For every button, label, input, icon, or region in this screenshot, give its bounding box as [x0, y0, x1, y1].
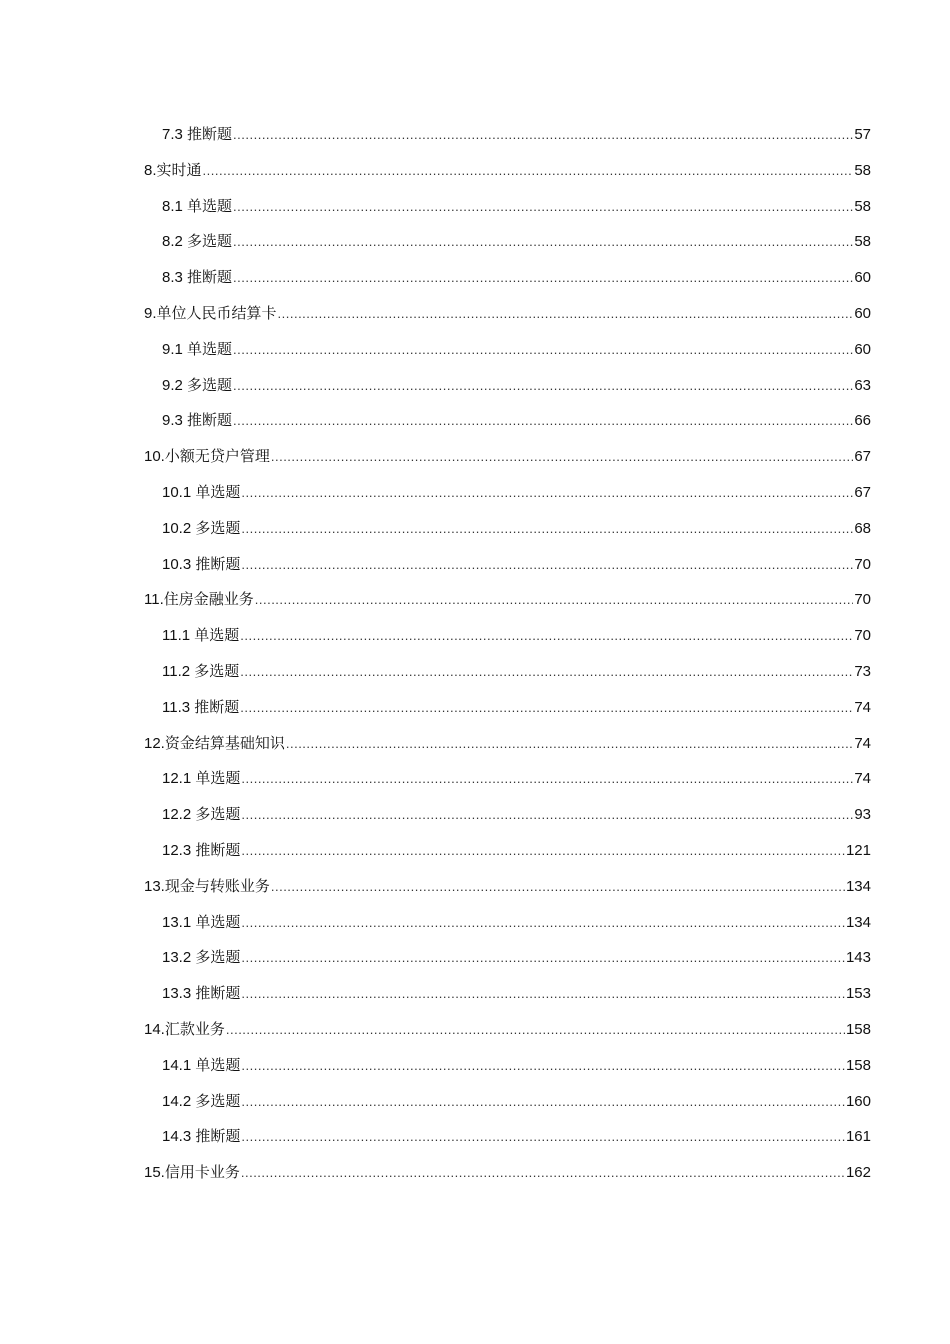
toc-dot-leader [241, 761, 853, 797]
toc-page-number: 60 [854, 269, 871, 287]
toc-subsection-entry[interactable] [144, 1084, 871, 1120]
table-of-contents [144, 117, 871, 1191]
toc-subsection-entry[interactable] [144, 1119, 871, 1155]
toc-page-number: 60 [854, 340, 871, 358]
toc-section-entry[interactable] [144, 869, 871, 905]
toc-dot-leader [241, 905, 845, 941]
toc-subsection-entry[interactable] [144, 940, 871, 976]
toc-entry-label: 8.实时通 [144, 161, 202, 179]
toc-page-number: 161 [845, 1128, 871, 1146]
toc-page-number: 66 [854, 412, 871, 430]
toc-subsection-entry[interactable] [144, 833, 871, 869]
toc-subsection-entry[interactable] [144, 403, 871, 439]
toc-page-number: 58 [854, 233, 871, 251]
toc-entry-label: 10.2 多选题 [162, 519, 241, 537]
toc-subsection-entry[interactable] [144, 690, 871, 726]
toc-page-number: 153 [845, 985, 871, 1003]
toc-subsection-entry[interactable] [144, 511, 871, 547]
toc-entry-label: 13.3 推断题 [162, 985, 241, 1003]
toc-subsection-entry[interactable] [144, 224, 871, 260]
toc-entry-label: 12.3 推断题 [162, 841, 241, 859]
toc-page-number: 160 [845, 1092, 871, 1110]
toc-page-number: 121 [845, 841, 871, 859]
toc-entry-label: 14.1 单选题 [162, 1056, 241, 1074]
toc-entry-label: 11.2 多选题 [162, 662, 240, 680]
toc-page-number: 68 [854, 519, 871, 537]
toc-section-entry[interactable] [144, 296, 871, 332]
toc-entry-label: 12.2 多选题 [162, 806, 241, 824]
toc-entry-label: 8.3 推断题 [162, 269, 233, 287]
toc-subsection-entry[interactable] [144, 368, 871, 404]
toc-page-number: 60 [854, 304, 871, 322]
toc-entry-label: 8.1 单选题 [162, 197, 233, 215]
toc-page-number: 143 [845, 949, 871, 967]
toc-entry-label: 9.3 推断题 [162, 412, 233, 430]
toc-page-number: 74 [854, 734, 871, 752]
toc-page-number: 67 [854, 448, 871, 466]
toc-dot-leader [240, 690, 853, 726]
toc-page-number: 67 [854, 483, 871, 501]
toc-dot-leader [233, 332, 853, 368]
toc-subsection-entry[interactable] [144, 260, 871, 296]
toc-page-number: 134 [845, 877, 871, 895]
toc-page-number: 57 [854, 126, 871, 143]
toc-page-number: 58 [854, 161, 871, 179]
toc-subsection-entry[interactable] [144, 189, 871, 225]
toc-page-number: 74 [854, 698, 871, 716]
toc-entry-label: 11.1 单选题 [162, 627, 240, 645]
toc-section-entry[interactable] [144, 1012, 871, 1048]
toc-subsection-entry[interactable] [144, 332, 871, 368]
toc-page-number: 93 [854, 806, 871, 824]
toc-entry-label: 15.信用卡业务 [144, 1164, 240, 1182]
toc-entry-label: 10.3 推断题 [162, 555, 241, 573]
toc-entry-label: 13.2 多选题 [162, 949, 241, 967]
toc-section-entry[interactable] [144, 153, 871, 189]
toc-page-number: 74 [854, 770, 871, 788]
toc-dot-leader [271, 439, 853, 475]
toc-dot-leader [255, 582, 854, 618]
toc-page-number: 134 [845, 913, 871, 931]
toc-section-entry[interactable] [144, 726, 871, 762]
toc-dot-leader [241, 1048, 845, 1084]
toc-entry-label: 14.汇款业务 [144, 1020, 225, 1038]
toc-subsection-entry[interactable] [144, 905, 871, 941]
toc-subsection-entry[interactable] [144, 475, 871, 511]
toc-section-entry[interactable] [144, 1155, 871, 1191]
toc-dot-leader [241, 547, 853, 583]
toc-page-number: 162 [845, 1164, 871, 1182]
toc-dot-leader [233, 189, 853, 225]
toc-entry-label: 13.1 单选题 [162, 913, 241, 931]
toc-entry-label: 9.单位人民币结算卡 [144, 304, 277, 322]
toc-dot-leader [233, 403, 853, 439]
toc-dot-leader [233, 224, 853, 260]
toc-dot-leader [226, 1012, 845, 1048]
toc-entry-label: 10.小额无贷户管理 [144, 448, 270, 466]
toc-page-number: 70 [854, 627, 871, 645]
toc-entry-label: 9.1 单选题 [162, 340, 233, 358]
toc-subsection-entry[interactable] [144, 976, 871, 1012]
toc-dot-leader [241, 511, 853, 547]
toc-entry-label: 9.2 多选题 [162, 376, 233, 394]
toc-page-number: 158 [845, 1020, 871, 1038]
toc-entry-label: 8.2 多选题 [162, 233, 233, 251]
toc-dot-leader [233, 260, 853, 296]
toc-dot-leader [241, 1155, 845, 1191]
toc-section-entry[interactable] [144, 439, 871, 475]
toc-page-number: 73 [854, 662, 871, 680]
toc-subsection-entry[interactable] [144, 654, 871, 690]
toc-subsection-entry[interactable] [144, 761, 871, 797]
toc-dot-leader [241, 797, 853, 833]
toc-entry-label: 11.3 推断题 [162, 698, 240, 716]
toc-dot-leader [241, 1119, 845, 1155]
toc-dot-leader [233, 117, 853, 153]
toc-dot-leader [241, 940, 845, 976]
toc-subsection-entry[interactable] [144, 1048, 871, 1084]
toc-dot-leader [271, 869, 845, 905]
toc-dot-leader [233, 368, 853, 404]
toc-dot-leader [241, 833, 845, 869]
toc-page-number: 63 [854, 376, 871, 394]
toc-subsection-entry[interactable] [144, 547, 871, 583]
toc-subsection-entry[interactable] [144, 117, 871, 153]
toc-section-entry[interactable] [144, 582, 871, 618]
toc-dot-leader [278, 296, 854, 332]
toc-subsection-entry[interactable] [144, 618, 871, 654]
toc-dot-leader [203, 153, 854, 189]
toc-dot-leader [241, 1084, 845, 1120]
toc-page-number: 70 [854, 555, 871, 573]
toc-dot-leader [286, 726, 853, 762]
toc-page-number: 70 [854, 591, 871, 609]
toc-entry-label: 14.2 多选题 [162, 1092, 241, 1110]
toc-dot-leader [240, 618, 853, 654]
toc-page-number: 158 [845, 1056, 871, 1074]
toc-entry-label: 12.资金结算基础知识 [144, 734, 285, 752]
toc-entry-label: 11.住房金融业务 [144, 591, 254, 609]
toc-page-number: 58 [854, 197, 871, 215]
toc-entry-label: 14.3 推断题 [162, 1128, 241, 1146]
toc-entry-label: 13.现金与转账业务 [144, 877, 270, 895]
toc-dot-leader [240, 654, 853, 690]
toc-subsection-entry[interactable] [144, 797, 871, 833]
toc-entry-label: 7.3 推断题 [162, 126, 233, 143]
toc-dot-leader [241, 976, 845, 1012]
toc-dot-leader [241, 475, 853, 511]
toc-entry-label: 10.1 单选题 [162, 483, 241, 501]
toc-entry-label: 12.1 单选题 [162, 770, 241, 788]
